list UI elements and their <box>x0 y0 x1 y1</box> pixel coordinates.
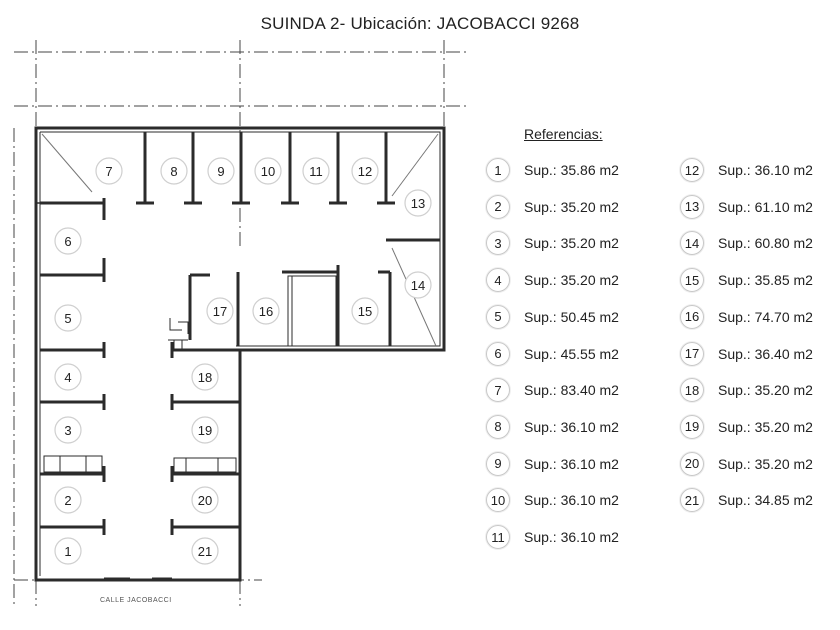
unit-number: 18 <box>197 370 213 385</box>
reference-area: Sup.: 35.20 m2 <box>524 272 619 289</box>
unit-number: 11 <box>309 164 323 179</box>
unit-marker-4 <box>55 364 81 390</box>
reference-number: 13 <box>680 195 704 219</box>
reference-number: 20 <box>680 452 704 476</box>
reference-area: Sup.: 36.10 m2 <box>524 418 619 435</box>
reference-item <box>486 194 619 220</box>
reference-item <box>680 377 813 403</box>
reference-area: Sup.: 45.55 m2 <box>524 345 619 362</box>
top-partitions <box>136 132 440 240</box>
unit-marker-15 <box>352 298 378 324</box>
unit-number: 8 <box>170 164 178 179</box>
grid-lines <box>14 40 470 606</box>
reference-number: 1 <box>486 158 510 182</box>
unit-marker-12 <box>352 158 378 184</box>
references-heading: Referencias: <box>524 126 603 142</box>
reference-item <box>486 377 619 403</box>
unit-marker-17 <box>207 298 233 324</box>
reference-area: Sup.: 36.10 m2 <box>718 162 813 178</box>
reference-area: Sup.: 35.20 m2 <box>524 235 619 252</box>
reference-area: Sup.: 35.85 m2 <box>718 272 813 289</box>
plan-title: SUINDA 2- Ubicación: JACOBACCI 9268 <box>260 14 580 33</box>
reference-number: 12 <box>680 158 704 182</box>
reference-number: 7 <box>486 378 510 402</box>
unit-marker-16 <box>253 298 279 324</box>
unit-marker-1 <box>55 538 81 564</box>
unit-number: 13 <box>410 196 426 211</box>
unit-number: 16 <box>258 304 274 319</box>
unit-marker-11 <box>303 158 329 184</box>
reference-area: Sup.: 36.10 m2 <box>524 492 619 509</box>
unit-number: 4 <box>64 370 72 385</box>
unit-marker-5 <box>55 305 81 331</box>
reference-item <box>486 487 619 513</box>
reference-number: 10 <box>486 488 510 512</box>
reference-area: Sup.: 35.20 m2 <box>718 418 813 435</box>
reference-number: 17 <box>680 342 704 366</box>
unit-marker-9 <box>208 158 234 184</box>
reference-item <box>680 341 813 367</box>
unit-marker-14 <box>405 272 431 298</box>
unit-number: 2 <box>64 493 72 508</box>
unit-number: 10 <box>260 164 276 179</box>
reference-number: 8 <box>486 415 510 439</box>
reference-area: Sup.: 50.45 m2 <box>524 308 619 325</box>
unit-number: 14 <box>410 278 426 293</box>
unit-number: 6 <box>64 234 72 249</box>
reference-item <box>486 230 619 256</box>
reference-item <box>486 267 619 293</box>
reference-number: 9 <box>486 452 510 476</box>
reference-number: 2 <box>486 195 510 219</box>
unit-marker-20 <box>192 487 218 513</box>
unit-number: 15 <box>357 304 373 319</box>
unit-number: 9 <box>217 164 225 179</box>
reference-number: 3 <box>486 231 510 255</box>
unit-number: 21 <box>197 544 213 559</box>
unit-marker-18 <box>192 364 218 390</box>
reference-area: Sup.: 36.40 m2 <box>718 345 813 362</box>
unit-number: 3 <box>64 423 72 438</box>
reference-area: Sup.: 61.10 m2 <box>718 198 813 215</box>
reference-number: 16 <box>680 305 704 329</box>
reference-area: Sup.: 35.20 m2 <box>718 382 813 399</box>
reference-item <box>486 451 619 477</box>
reference-area: Sup.: 36.10 m2 <box>524 529 619 545</box>
reference-item <box>680 487 813 513</box>
unit-number: 20 <box>197 493 213 508</box>
reference-area: Sup.: 83.40 m2 <box>524 382 619 399</box>
reference-area: Sup.: 60.80 m2 <box>718 235 813 252</box>
street-label: CALLE JACOBACCI <box>100 597 172 604</box>
unit-marker-19 <box>192 417 218 443</box>
reference-item <box>486 414 619 440</box>
unit-marker-3 <box>55 417 81 443</box>
reference-item <box>680 230 813 256</box>
unit-number: 1 <box>64 544 72 559</box>
unit-marker-10 <box>255 158 281 184</box>
reference-area: Sup.: 34.85 m2 <box>718 492 813 509</box>
reference-area: Sup.: 74.70 m2 <box>718 308 813 325</box>
reference-item <box>680 157 813 183</box>
reference-number: 4 <box>486 268 510 292</box>
reference-item <box>680 414 813 440</box>
reference-area: Sup.: 35.20 m2 <box>718 455 813 472</box>
unit-number: 5 <box>64 311 72 326</box>
reference-item <box>680 267 813 293</box>
reference-item <box>680 304 813 330</box>
unit-number: 12 <box>357 164 373 179</box>
reference-area: Sup.: 35.86 m2 <box>524 162 619 178</box>
unit-marker-2 <box>55 487 81 513</box>
unit-number: 17 <box>212 304 228 319</box>
reference-item <box>680 451 813 477</box>
reference-item <box>680 194 813 220</box>
reference-number: 18 <box>680 378 704 402</box>
reference-area: Sup.: 36.10 m2 <box>524 455 619 472</box>
reference-number: 6 <box>486 342 510 366</box>
reference-number: 11 <box>486 525 510 549</box>
reference-item <box>486 341 619 367</box>
reference-item <box>486 157 619 183</box>
unit-marker-6 <box>55 228 81 254</box>
unit-number: 7 <box>105 164 113 179</box>
reference-number: 15 <box>680 268 704 292</box>
unit-marker-8 <box>161 158 187 184</box>
unit-number: 19 <box>197 423 213 438</box>
reference-number: 14 <box>680 231 704 255</box>
reference-item <box>486 524 619 550</box>
unit-marker-21 <box>192 538 218 564</box>
unit-marker-13 <box>405 190 431 216</box>
reference-area: Sup.: 35.20 m2 <box>524 198 619 215</box>
reference-number: 21 <box>680 488 704 512</box>
reference-item <box>486 304 619 330</box>
unit-marker-7 <box>96 158 122 184</box>
reference-number: 19 <box>680 415 704 439</box>
reference-number: 5 <box>486 305 510 329</box>
